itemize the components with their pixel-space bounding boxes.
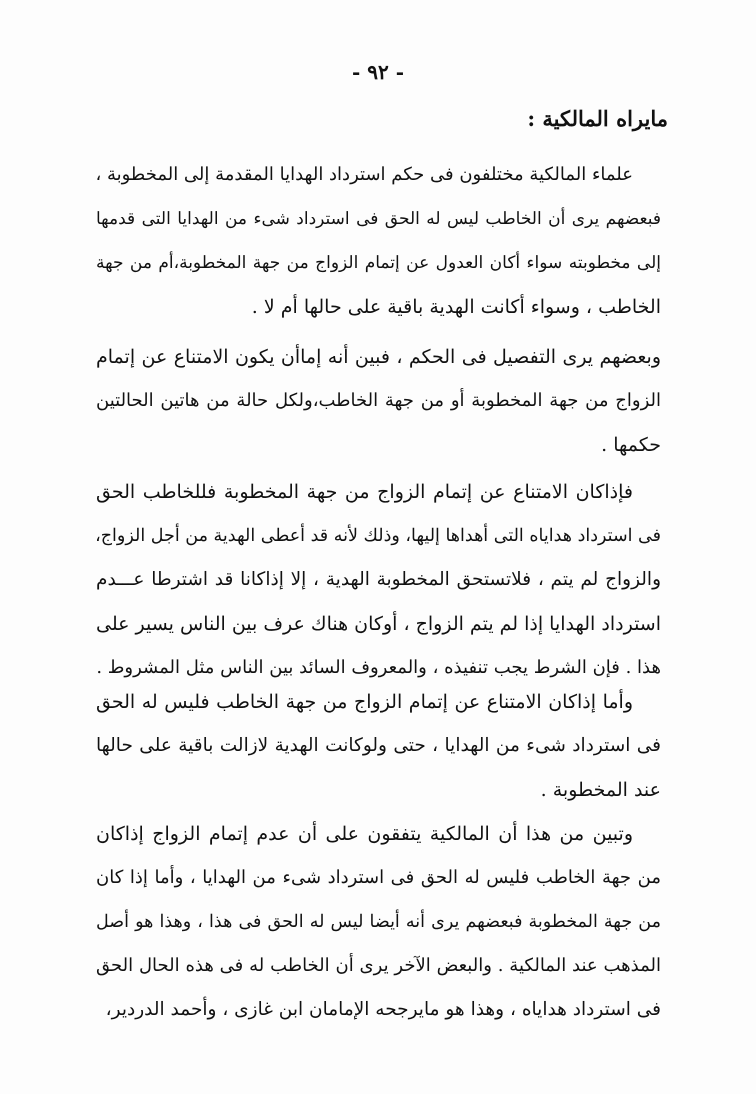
paragraph-3 — [96, 470, 661, 690]
page-number: - ٩٢ - — [351, 60, 404, 84]
paragraph-5 — [96, 812, 661, 1032]
text-line: علماء المالكية مختلفون فى حكم استرداد الهدايا المقدمة إلى المخطوبة ، — [95, 164, 633, 185]
paragraph-2 — [96, 335, 661, 467]
text-line: وبعضهم يرى التفصيل فى الحكم ، فبين أنه إماأن يكون الامتناع عن إتمام — [96, 346, 661, 368]
text-line: فى استرداد هداياه التى أهداها إليها، وذلك لأنه قد أعطى الهدية من أجل الزواج، — [95, 526, 661, 546]
text-line: والزواج لم يتم ، فلاتستحق المخطوبة الهدية ، إلا إذاكانا قد اشترطا عـــدم — [96, 569, 661, 590]
text-line: عند المخطوبة . — [540, 779, 661, 801]
text-line: فإذاكان الامتناع عن إتمام الزواج من جهة المخطوبة فللخاطب الحق — [96, 481, 633, 503]
text-line: هذا . فإن الشرط يجب تنفيذه ، والمعروف السائد بين الناس مثل المشروط . — [96, 657, 661, 678]
text-line: فى استرداد شىء من الهدايا ، حتى ولوكانت الهدية لازالت باقية على حالها — [96, 735, 661, 756]
text-line: وتبين من هذا أن المالكية يتفقون على أن عدم إتمام الزواج إذاكان — [96, 823, 633, 845]
text-line: فبعضهم يرى أن الخاطب ليس له الحق فى استرداد شىء من الهدايا التى قدمها — [96, 209, 661, 229]
text-line: الزواج من جهة المخطوبة أو من جهة الخاطب،ولكل حالة من هاتين الحالتين — [96, 390, 661, 411]
text-line: من جهة الخاطب فليس له الحق فى استرداد شىء من الهدايا ، وأما إذا كان — [96, 867, 661, 888]
text-line: من جهة المخطوبة فبعضهم يرى أنه أيضا ليس له الحق فى هذا ، وهذا هو أصل — [96, 912, 661, 932]
text-line: الخاطب ، وسواء أكانت الهدية باقية على حالها أم لا . — [251, 296, 661, 318]
paragraph-1 — [96, 153, 661, 329]
text-line: فى استرداد هداياه ، وهذا هو مايرجحه الإمامان ابن غازى ، وأحمد الدردير، — [105, 999, 661, 1020]
text-line: استرداد الهدايا إذا لم يتم الزواج ، أوكان هناك عرف بين الناس يسير على — [96, 613, 661, 635]
paragraph-4 — [96, 680, 661, 812]
text-line: المذهب عند المالكية . والبعض الآخر يرى أن الخاطب له فى هذه الحال الحق — [96, 955, 661, 976]
text-line: إلى مخطوبته سواء أكان العدول عن إتمام الزواج من جهة المخطوبة،أم من جهة — [96, 253, 661, 273]
section-heading: مايراه المالكية : — [527, 106, 668, 131]
text-line: حكمها . — [601, 434, 661, 456]
text-line: وأما إذاكان الامتناع عن إتمام الزواج من جهة الخاطب فليس له الحق — [96, 691, 633, 713]
